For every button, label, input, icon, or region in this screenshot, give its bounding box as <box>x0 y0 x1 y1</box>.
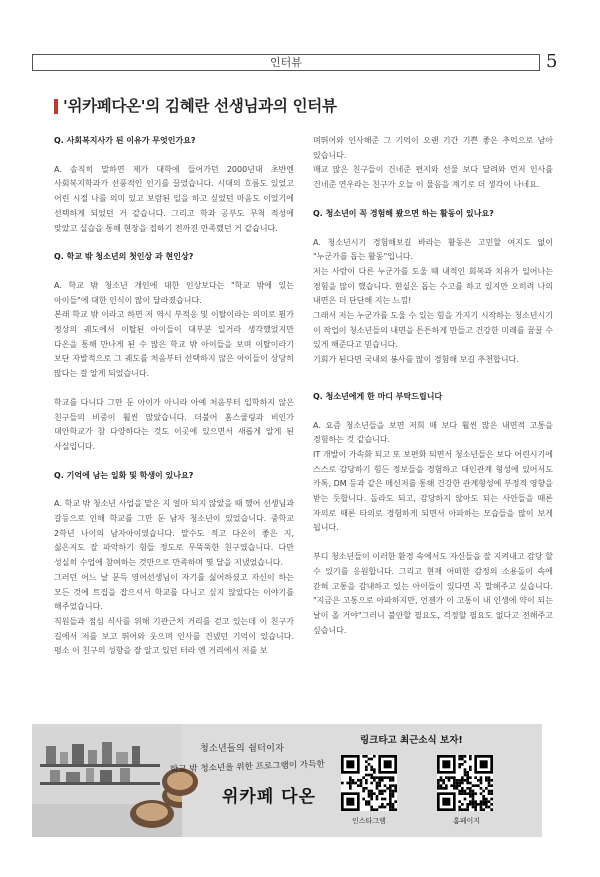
answer-paragraph: A. 요즘 청소년들을 보면 저희 때 보다 훨씬 많은 내면적 고통을 경험하는 것 같습니다. <box>313 420 553 445</box>
answer-paragraph: IT 개발이 가속화 되고 또 보편화 되면서 청소년들은 보다 어린시기에 스스로 감당하기 힘든 정보들을 경험하고 대인관계 형성에 있어서도 카톡, DM 등과 같은 메신저를 통해 건강한 관계형성에 부정적 영향을 받는 듯합니다. 돌라도 되고, 감당하지 않아도 되는 사안들을 때론 자의로 때론 타의로 경험하게 되면서 아파하는 모습들을 많이 보게 됩니다. <box>313 449 553 533</box>
answer-paragraph: 그러던 어느 날 문득 영어선생님이 자기를 싫어하셨고 자신이 하는 모든 것에 트집을 잡으셔서 학교를 다니고 싶지 않았다는 이야기를 해주었습니다. <box>54 572 294 612</box>
answer-paragraph: 학교를 다니다 그만 둔 아이가 아니라 아예 처음부터 입학하지 않은 친구들의 비중이 훨씬 많았습니다. 더불어 홈스쿨링과 비인가 대안학교가 참 다양하다는 것도 이곳에 있으면서 새롭게 알게 된 사실입니다. <box>54 397 294 451</box>
question-heading: Q. 청소년에게 한 마디 부탁드립니다 <box>313 391 443 401</box>
answer-paragraph: A. 학교 밖 청소년 사업을 맡은 지 얼마 되지 않았을 때 했어 선생님과 갈등으로 인해 학교를 그만 둔 남자 청소년이 있었습니다. 중학교 2학년 나이의 남자아이였습니다. 말수도 적고 다온이 좋은 지, 싫은지도 잘 파악하기 힘들 정도로 무뚝뚝한 친구였습니다. 다만 성실히 수업에 참여하는 것만으로 만족하며 몇 달을 지냈었습니다. <box>54 499 294 568</box>
paragraph-gap <box>54 382 294 396</box>
answer-paragraph: A. 학교 밖 청소년 개인에 대한 인상보다는 "학교 밖에 있는 아이들"에 대한 인식이 많이 달라졌습니다. <box>54 280 294 305</box>
question-heading: Q. 기억에 남는 일화 및 학생이 있나요? <box>54 470 194 480</box>
homepage-qr-code[interactable] <box>437 755 493 811</box>
homepage-label: 홈페이지 <box>453 817 481 825</box>
banner-headline: 링크타고 최근소식 보자! <box>360 735 463 746</box>
answer-paragraph: 직원들과 점심 식사를 위해 기관근처 거리를 걷고 있는데 이 친구가 길에서 저를 보고 뛰어와 웃으며 인사를 건넸던 기억이 있습니다. 평소 이 친구의 성향을 잘 알고 있던 터라 엔 거리에서 저를 보 <box>54 616 294 656</box>
section-header: 인터뷰 <box>32 54 540 71</box>
paragraph-gap <box>54 455 294 469</box>
page-number: 5 <box>546 51 558 72</box>
banner-subtitle: 학교 밖 청소년을 위한 프로그램이 가득한 <box>169 759 325 775</box>
answer-paragraph: 부디 청소년들이 이러한 환경 속에서도 자신들을 잘 지켜내고 감당 할 수 있기를 응원합니다. 그리고 현재 어떠한 감정의 소용돌이 속에 갇혀 고통을 감내하고 있는 아이들이 있다면 꼭 말해주고 싶습니다. "지금은 고통으로 아파하지만, 언젠가 이 고통이 내 인생에 약이 되는 날이 올 거야"그러니 불안할 필요도, 걱정할 필요도 없다고 전해주고 싶습니다. <box>313 552 553 635</box>
answer-paragraph: 기회가 된다면 국내외 봉사를 많이 경험해 보길 추천합니다. <box>313 355 519 365</box>
paragraph-gap <box>313 368 553 390</box>
instagram-label: 인스타그램 <box>352 817 386 825</box>
answer-paragraph: 본래 학교 밖 이라고 하면 저 역시 부적응 및 이탈이라는 의미로 뭔가 정상의 궤도에서 이탈된 아이들이 대부분 일거라 생각했었지만 다온을 통해 만나게 된 수 많은 학교 밖 아이들을 보며 이탈이라기 보단 자발적으로 그 궤도를 처음부터 선택하지 않은 아이들이 상당히 많다는 걸 알게 되었습니다. <box>54 310 294 379</box>
answer-paragraph: A. 청소년시기 경험해보길 바라는 활동은 고민할 여지도 없이 "누군가를 돕는 활동"입니다. <box>313 237 553 262</box>
right-column <box>313 134 553 638</box>
banner-brand-name: 위카페 다온 <box>222 787 317 807</box>
banner-tagline: 청소년들의 쉼터이자 <box>200 744 285 754</box>
answer-paragraph: 그래서 저는 누군가를 도울 수 있는 힘을 가지기 시작하는 청소년시기 이 작업이 청소년들의 내면을 튼튼하게 만들고 건강한 미래를 꿈꿀 수 있게 해준다고 믿습니다. <box>313 311 553 350</box>
paragraph-gap <box>54 236 294 250</box>
paragraph-gap <box>313 193 553 207</box>
paragraph-gap <box>313 536 553 550</box>
question-heading: Q. 학교 밖 청소년의 첫인상 과 현인상? <box>54 252 194 262</box>
answer-paragraph: 매교 많은 친구들이 건네준 편지와 선물 보다 달려와 먼저 인사를 건네준 연우라는 친구가 오늘 이 물음을 계기로 더 생각이 나네요. <box>313 165 553 190</box>
question-heading: Q. 사회복지사가 된 이유가 무엇인가요? <box>54 136 196 145</box>
question-heading: Q. 청소년이 꼭 경험해 봤으면 하는 활동이 있나요? <box>313 208 494 218</box>
instagram-qr-code[interactable] <box>341 755 397 811</box>
title-accent-bar <box>54 99 58 114</box>
answer-paragraph: 며뛰어와 인사해준 그 기억이 오랜 기간 기쁜 좋은 추억으로 남아 있습니다. <box>313 136 553 160</box>
left-column <box>54 134 294 659</box>
answer-paragraph: 저는 사람이 다른 누군가를 도울 때 내적인 회복과 치유가 일어나는 경험을 많이 했습니다. 현실은 돕는 수고를 하고 있지만 오히려 나의 내면은 더 단단해 지는 느낌! <box>313 266 553 306</box>
page-title: '위카페다온'의 김혜란 선생님과의 인터뷰 <box>63 97 337 115</box>
answer-paragraph: A. 솔직히 말하면 제가 대학에 들어가던 2000년대 초반엔 사회복지학과가 선풍적인 인기를 끌었습니다. 시대의 흐름도 있었고 어린 시절 나를 의미 있고 보람된 일을 하고 싶었던 마음도 이었기에 선택하게 되었던 거 같습니다. 그리고 학과 공부도 무척 적성에 맞았고 실습을 통해 현장을 접하기 전까진 만족했던 거 같습니다. <box>54 164 294 233</box>
